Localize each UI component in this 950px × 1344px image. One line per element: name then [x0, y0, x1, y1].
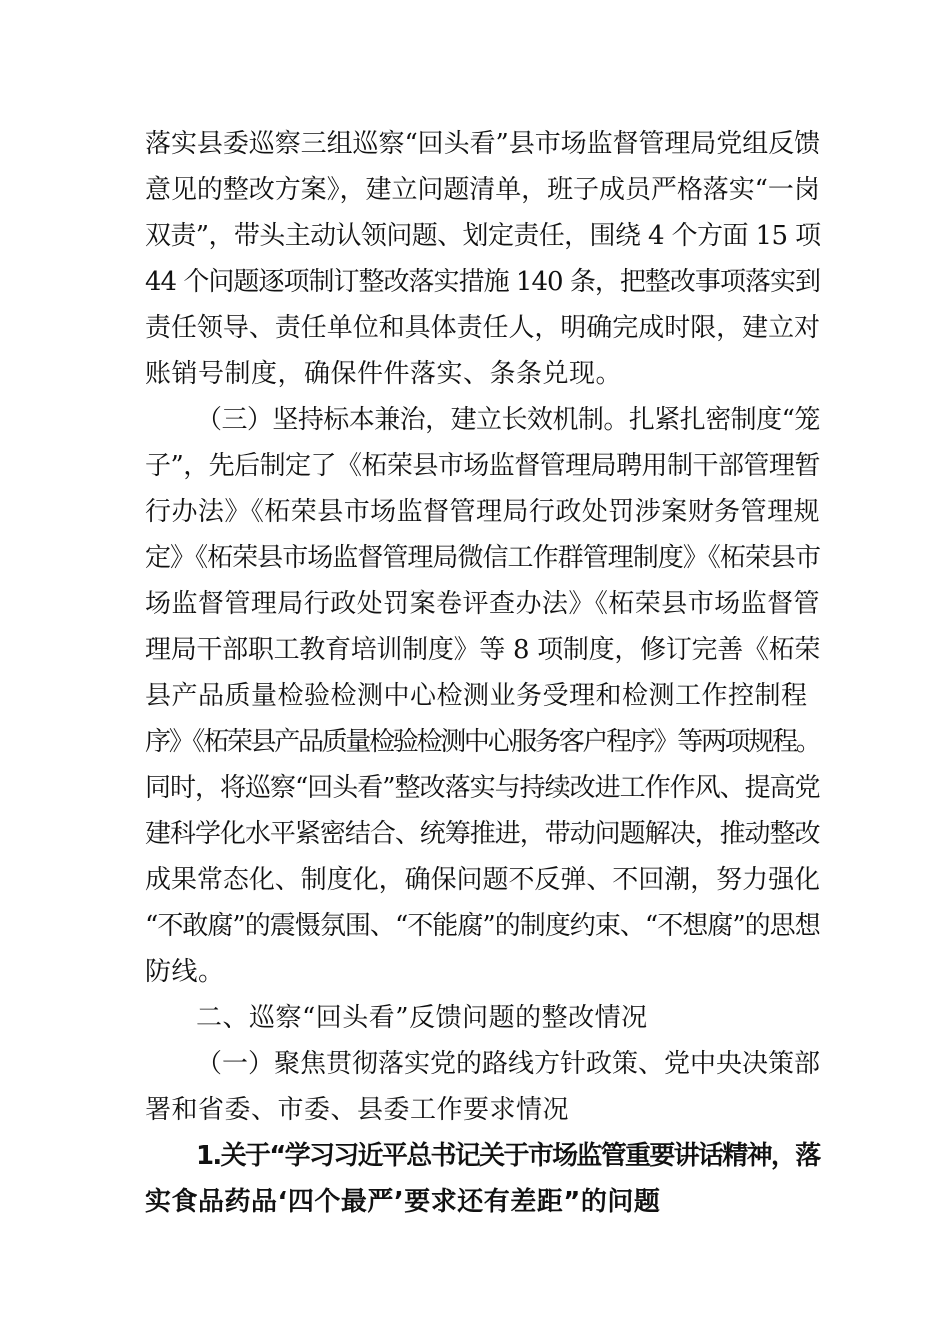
item-heading-line: 实食品药品‘四个最严’要求还有差距”的问题 [145, 1187, 661, 1217]
paragraph-line: 建科学化水平紧密结合、统筹推进，带动问题解决，推动整改 [145, 819, 820, 849]
subsection-heading-line: （一）聚焦贯彻落实党的路线方针政策、党中央决策部 [196, 1049, 821, 1079]
item-heading-line: 1.关于“学习习近平总书记关于市场监管重要讲话精神，落 [196, 1141, 820, 1171]
paragraph-line: 同时，将巡察“回头看”整改落实与持续改进工作作风、提高党 [145, 773, 820, 803]
paragraph-line: 县产品质量检验检测中心检测业务受理和检测工作控制程 [145, 681, 808, 711]
paragraph-line: 行办法》《柘荣县市场监督管理局行政处罚涉案财务管理规 [145, 497, 821, 527]
paragraph-line: 序》《柘荣县产品质量检验检测中心服务客户程序》等两项规程。 [145, 727, 820, 757]
paragraph-line: 定》《柘荣县市场监督管理局微信工作群管理制度》《柘荣县市 [145, 543, 821, 573]
paragraph-line: 责任领导、责任单位和具体责任人，明确完成时限，建立对 [145, 313, 821, 343]
paragraph-line: 落实县委巡察三组巡察“回头看”县市场监督管理局党组反馈 [145, 129, 821, 159]
paragraph-line: 账销号制度，确保件件落实、条条兑现。 [145, 359, 623, 389]
paragraph-line: 44 个问题逐项制订整改落实措施 140 条，把整改事项落实到 [145, 267, 821, 297]
paragraph-line: 场监督管理局行政处罚案卷评查办法》《柘荣县市场监督管 [145, 589, 821, 619]
paragraph-line: 双责”，带头主动认领问题、划定责任，围绕 4 个方面 15 项 [145, 221, 821, 251]
subsection-heading-line: 署和省委、市委、县委工作要求情况 [145, 1095, 570, 1125]
paragraph-line: 意见的整改方案》，建立问题清单，班子成员严格落实“一岗 [145, 175, 820, 205]
section-heading-line: （三）坚持标本兼治，建立长效机制。扎紧扎密制度“笼 [196, 405, 820, 435]
paragraph-line: 理局干部职工教育培训制度》等 8 项制度，修订完善《柘荣 [145, 635, 821, 665]
paragraph-line: 防线。 [145, 957, 225, 987]
paragraph-line: “不敢腐”的震慑氛围、“不能腐”的制度约束、“不想腐”的思想 [145, 911, 820, 941]
section-heading-line: 二、巡察“回头看”反馈问题的整改情况 [196, 1003, 648, 1033]
paragraph-line: 子”，先后制定了《柘荣县市场监督管理局聘用制干部管理暂 [145, 451, 820, 481]
paragraph-line: 成果常态化、制度化，确保问题不反弹、不回潮，努力强化 [145, 865, 821, 895]
